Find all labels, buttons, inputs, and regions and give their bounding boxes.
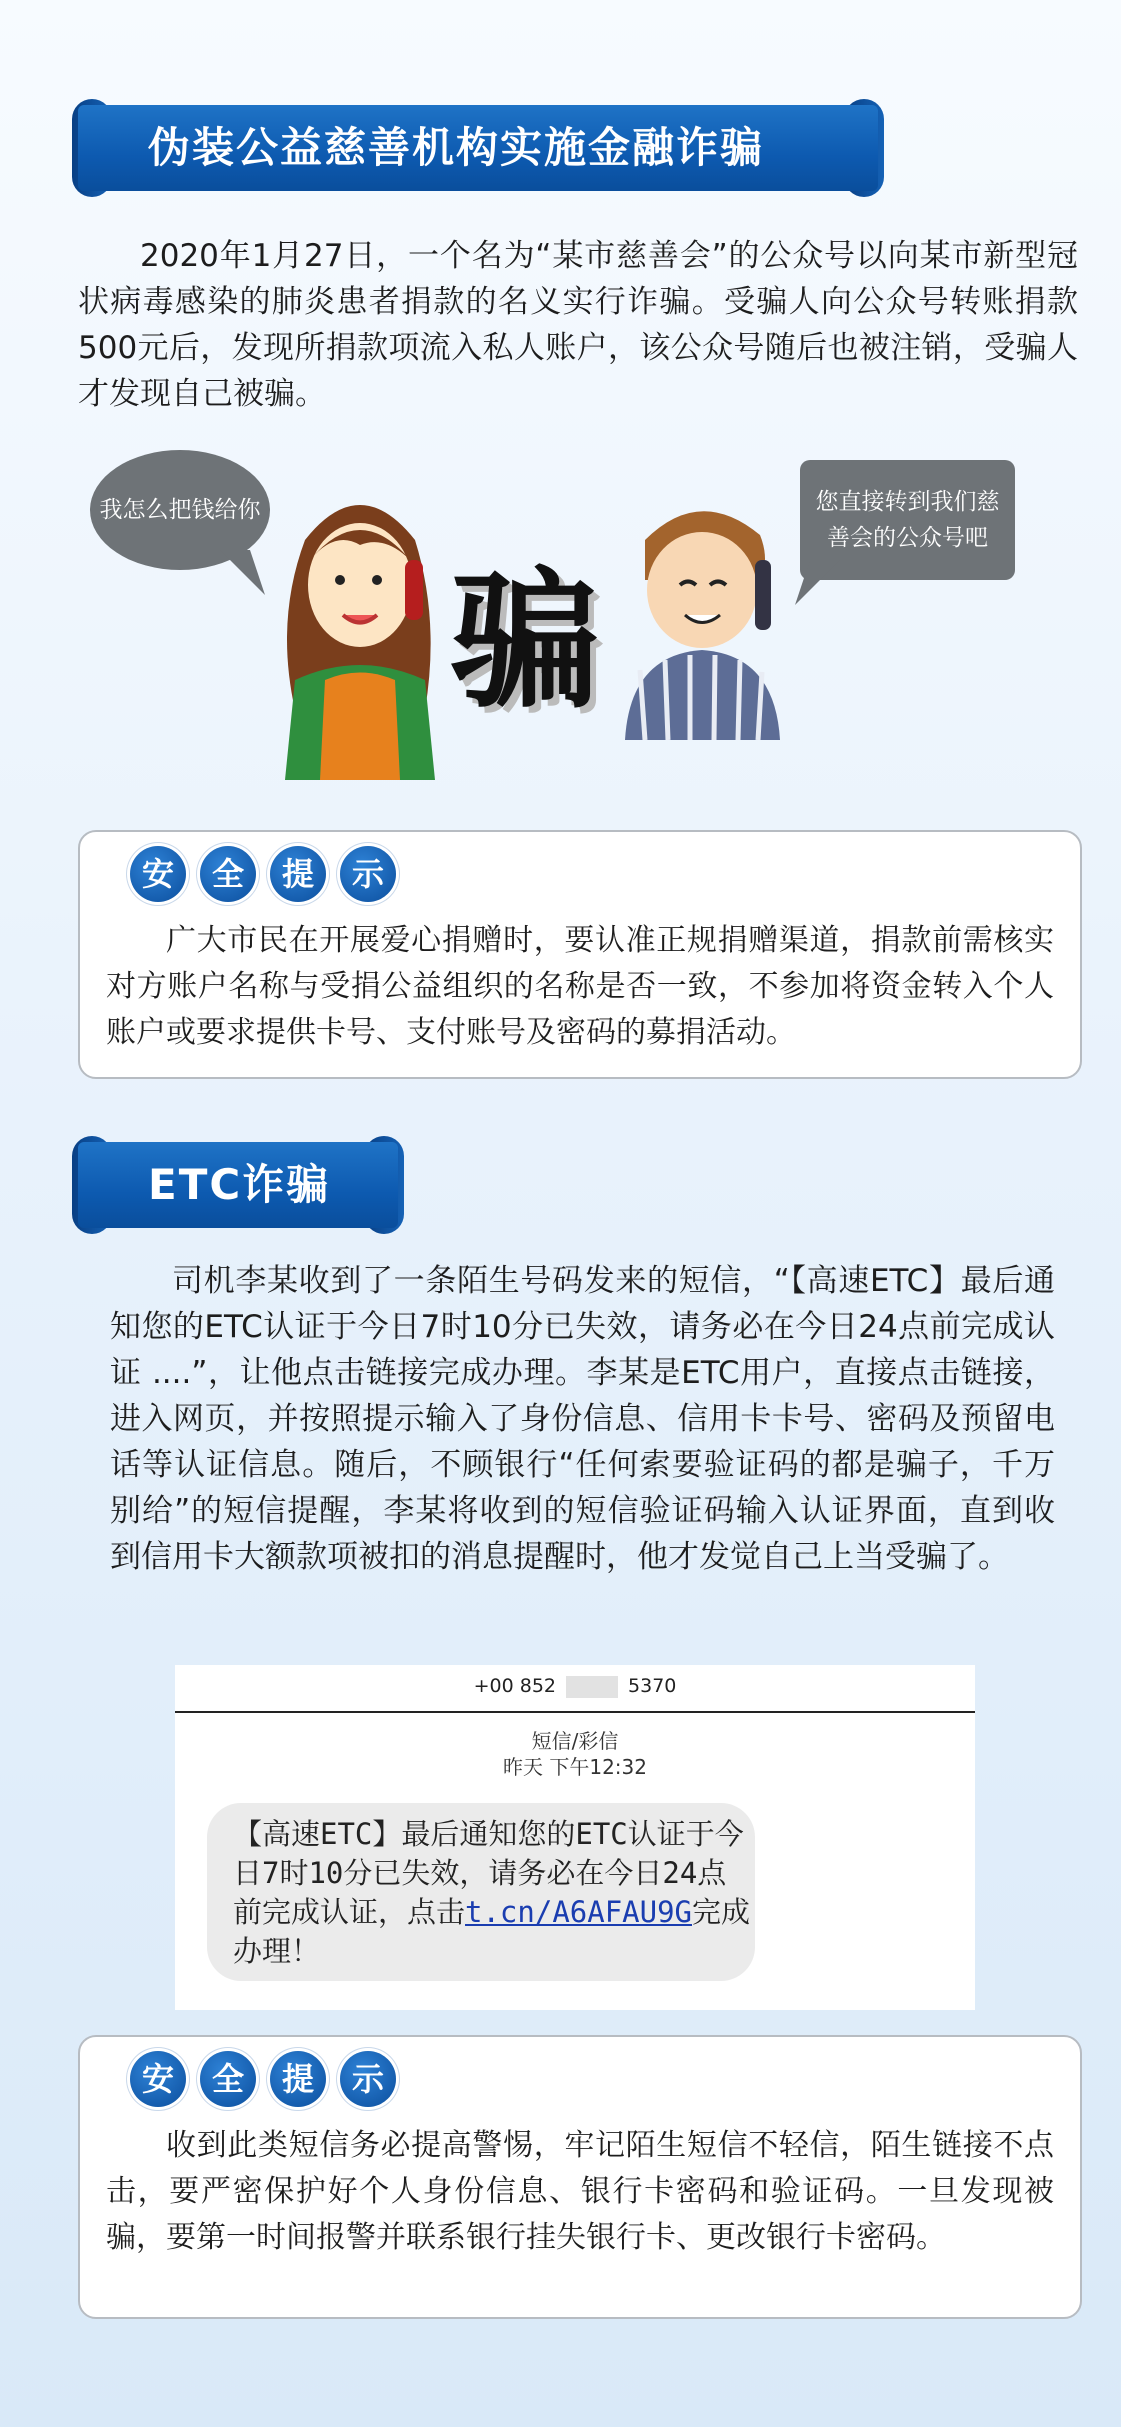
tip-badge: 示 xyxy=(340,846,396,902)
section1-banner xyxy=(78,105,878,191)
sms-header-divider xyxy=(175,1711,975,1713)
section2-title: ETC诈骗 xyxy=(148,1160,331,1209)
section2-banner xyxy=(78,1142,398,1228)
tip-badge: 提 xyxy=(270,846,326,902)
sms-phone-mask xyxy=(566,1676,618,1698)
woman-speech-text: 我怎么把钱给你 xyxy=(99,497,261,523)
sms-message-text xyxy=(233,1815,753,1971)
man-bubble-tail xyxy=(790,560,850,610)
tip-badge: 提 xyxy=(270,2051,326,2107)
fraud-big-char: 骗 xyxy=(450,555,601,729)
tip-badge: 安 xyxy=(130,846,186,902)
safety-tip-text: 广大市民在开展爱心捐赠时，要认准正规捐赠渠道，捐款前需核实对方账户名称与受捐公益组织的名称是否一致，不参加将资金转入个人账户或要求提供卡号、支付账号及密码的募捐活动。 xyxy=(106,923,1054,1050)
fraud-illustration xyxy=(90,440,1030,800)
woman-bubble-tail xyxy=(210,540,270,600)
section1-body: 2020年1月27日，一个名为“某市慈善会”的公众号以向某市新型冠状病毒感染的肺炎患者捐款的名义实行诈骗。受骗人向公众号转账捐款500元后，发现所捐款项流入私人账户，该公众号随后也被注销，受骗人才发现自己被骗。 xyxy=(78,238,1078,412)
sms-phone-suffix: 5370 xyxy=(628,1675,677,1697)
tip-badge: 安 xyxy=(130,2051,186,2107)
section1-title: 伪装公益慈善机构实施金融诈骗 xyxy=(148,123,765,172)
man-caller-icon xyxy=(610,480,790,740)
sms-screenshot xyxy=(175,1665,975,2010)
sms-phone-number xyxy=(175,1675,975,1698)
sms-type-label: 短信/彩信 xyxy=(531,1729,619,1753)
safety-tip-box-1 xyxy=(78,830,1082,1079)
woman-caller-icon xyxy=(265,480,455,780)
tip-badge: 示 xyxy=(340,2051,396,2107)
tip-badge: 全 xyxy=(200,2051,256,2107)
safety-tip-badges xyxy=(130,2051,396,2107)
section2-body: 司机李某收到了一条陌生号码发来的短信，“【高速ETC】最后通知您的ETC认证于今日7时10分已失效，请务必在今日24点前完成认证 ....”，让他点击链接完成办理。李某是ETC用户，直接点击链接，进入网页，并按照提示输入了身份信息、信用卡卡号、密码及预留电话等认证信息。随后，不顾银行“任何索要验证码的都是骗子，千万别给”的短信提醒，李某将收到的短信验证码输入认证界面，直到收到信用卡大额款项被扣的消息提醒时，他才发觉自己上当受骗了。 xyxy=(110,1263,1055,1575)
sms-timestamp: 昨天 下午12:32 xyxy=(503,1755,647,1779)
sms-message-bubble xyxy=(207,1803,755,1981)
tip-badge: 全 xyxy=(200,846,256,902)
sms-message-suffix: 完成办理！ xyxy=(233,1895,751,1968)
sms-phishing-link[interactable]: t.cn/A6AFAU9G xyxy=(465,1895,692,1929)
sms-message-prefix: 【高速ETC】最后通知您的ETC认证于今日7时10分已失效，请务必在今日24点前完成认证，点击 xyxy=(233,1817,744,1929)
man-speech-text: 您直接转到我们慈善会的公众号吧 xyxy=(815,489,1000,551)
safety-tip-text: 收到此类短信务必提高警惕，牢记陌生短信不轻信，陌生链接不点击，要严密保护好个人身份信息、银行卡密码和验证码。一旦发现被骗，要第一时间报警并联系银行挂失银行卡、更改银行卡密码。 xyxy=(106,2128,1054,2255)
sms-phone-prefix: +00 852 xyxy=(473,1675,557,1697)
safety-tip-badges xyxy=(130,846,396,902)
safety-tip-box-2 xyxy=(78,2035,1082,2319)
